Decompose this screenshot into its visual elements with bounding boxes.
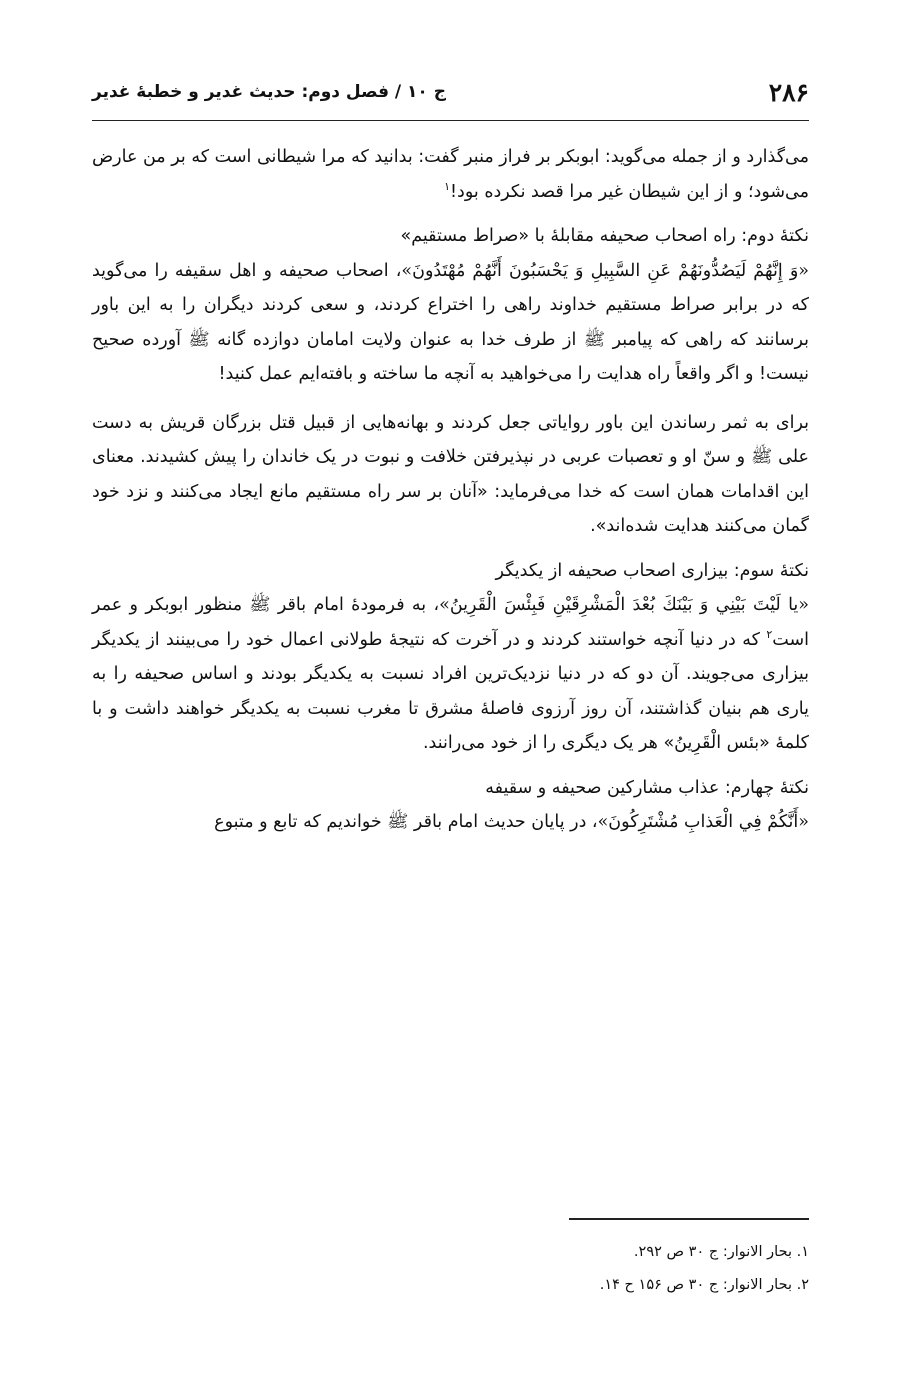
page-header (92, 72, 809, 112)
section-heading-4: نکتهٔ چهارم: عذاب مشارکین صحیفه و سقیفه (485, 777, 809, 798)
footnote-1: ۱. بحار الانوار: ج ۳۰ ص ۲۹۲. (633, 1244, 809, 1260)
paragraph-3: برای به ثمر رساندن این باور روایاتی جعل کردند و بهانه‌هایی از قبیل قتل بزرگان قریش به دست علی ﷺ و سنّ او و تعصبات عربی در نپذیرفتن خلافت و نبوت در یک خاندان را پیش کشیدند. معنای این اقدامات همان است که خدا می‌فرماید: «آنان بر سر راه مستقیم مانع ایجاد می‌کنند و نزد خود گمان می‌کنند هدایت شده‌اند». (92, 412, 809, 536)
quran-verse: «وَ إِنَّهُمْ لَيَصُدُّونَهُمْ عَنِ السَّبِيلِ وَ يَحْسَبُونَ أَنَّهُمْ مُهْتَدُونَ» (401, 260, 809, 281)
paragraph-1 (92, 140, 809, 209)
quran-verse: «أَنَّكُمْ فِي الْعَذابِ مُشْتَرِكُونَ» (597, 812, 809, 832)
paragraph-text: ، در پایان حدیث امام باقر ﷺ خواندیم که تابع و متبوع (214, 812, 598, 832)
running-title: ج ۱۰ / فصل دوم: حدیث غدیر و خطبهٔ غدیر (92, 82, 446, 102)
paragraph-2 (92, 254, 809, 392)
footnote-marker-1: ۱ (444, 179, 451, 193)
quran-verse: «يا لَيْتَ بَيْنِي وَ بَيْنَكَ بُعْدَ الْمَشْرِقَيْنِ فَبِئْسَ الْقَرِينُ» (439, 595, 809, 615)
header-divider (92, 120, 809, 121)
page-number: ۲۸۶ (768, 77, 809, 107)
footnote-2: ۲. بحار الانوار: ج ۳۰ ص ۱۵۶ ح ۱۴. (599, 1277, 809, 1293)
paragraph-text: ، اصحاب صحیفه و اهل سقیفه را می‌گوید که در برابر صراط مستقیم خداوند راهی را اختراع کردند، و سعی کردند دیگران را به این باور برسانند که راهی که پیامبر ﷺ از طرف خدا به عنوان ولایت امامان دوازده گانه ﷺ آورده صحیح نیست! و اگر واقعاً راه هدایت را می‌خواهید به آنچه ما ساخته و بافته‌ایم عمل کنید! (92, 260, 809, 384)
footnote-marker-2: ۲ (766, 627, 773, 641)
paragraph-text: ، به فرمودهٔ امام باقر ﷺ منظور ابوبکر و عمر است (92, 595, 809, 650)
paragraph-4 (92, 588, 809, 761)
paragraph-5 (92, 805, 809, 840)
body-text (92, 140, 809, 840)
footnote-divider (569, 1218, 809, 1220)
paragraph-text: می‌گذارد و از جمله می‌گوید: ابوبکر بر فراز منبر گفت: بدانید که مرا شیطانی است که بر من عارض می‌شود؛ و از این شیطان غیر مرا قصد نکرده بود! (92, 147, 809, 202)
footnotes (92, 1236, 809, 1302)
section-heading-2: نکتهٔ دوم: راه اصحاب صحیفه مقابلهٔ با «صراط مستقیم» (400, 226, 809, 246)
section-heading-3: نکتهٔ سوم: بیزاری اصحاب صحیفه از یکدیگر (495, 560, 809, 581)
paragraph-text: که در دنیا آنچه خواستند کردند و در آخرت که نتیجهٔ طولانی اعمال خود را می‌بینند از یکدیگر بیزاری می‌جویند. آن دو که در دنیا نزدیک‌ترین افراد نسبت به یکدیگر بودند و اساس صحیفه را به یاری هم بنیان گذاشتند، آن روز آرزوی فاصلهٔ مشرق تا مغرب نسبت به یکدیگر خواهند داشت و با کلمهٔ «بئس الْقَرِينُ» هر یک دیگری را از خود می‌رانند. (92, 629, 809, 753)
